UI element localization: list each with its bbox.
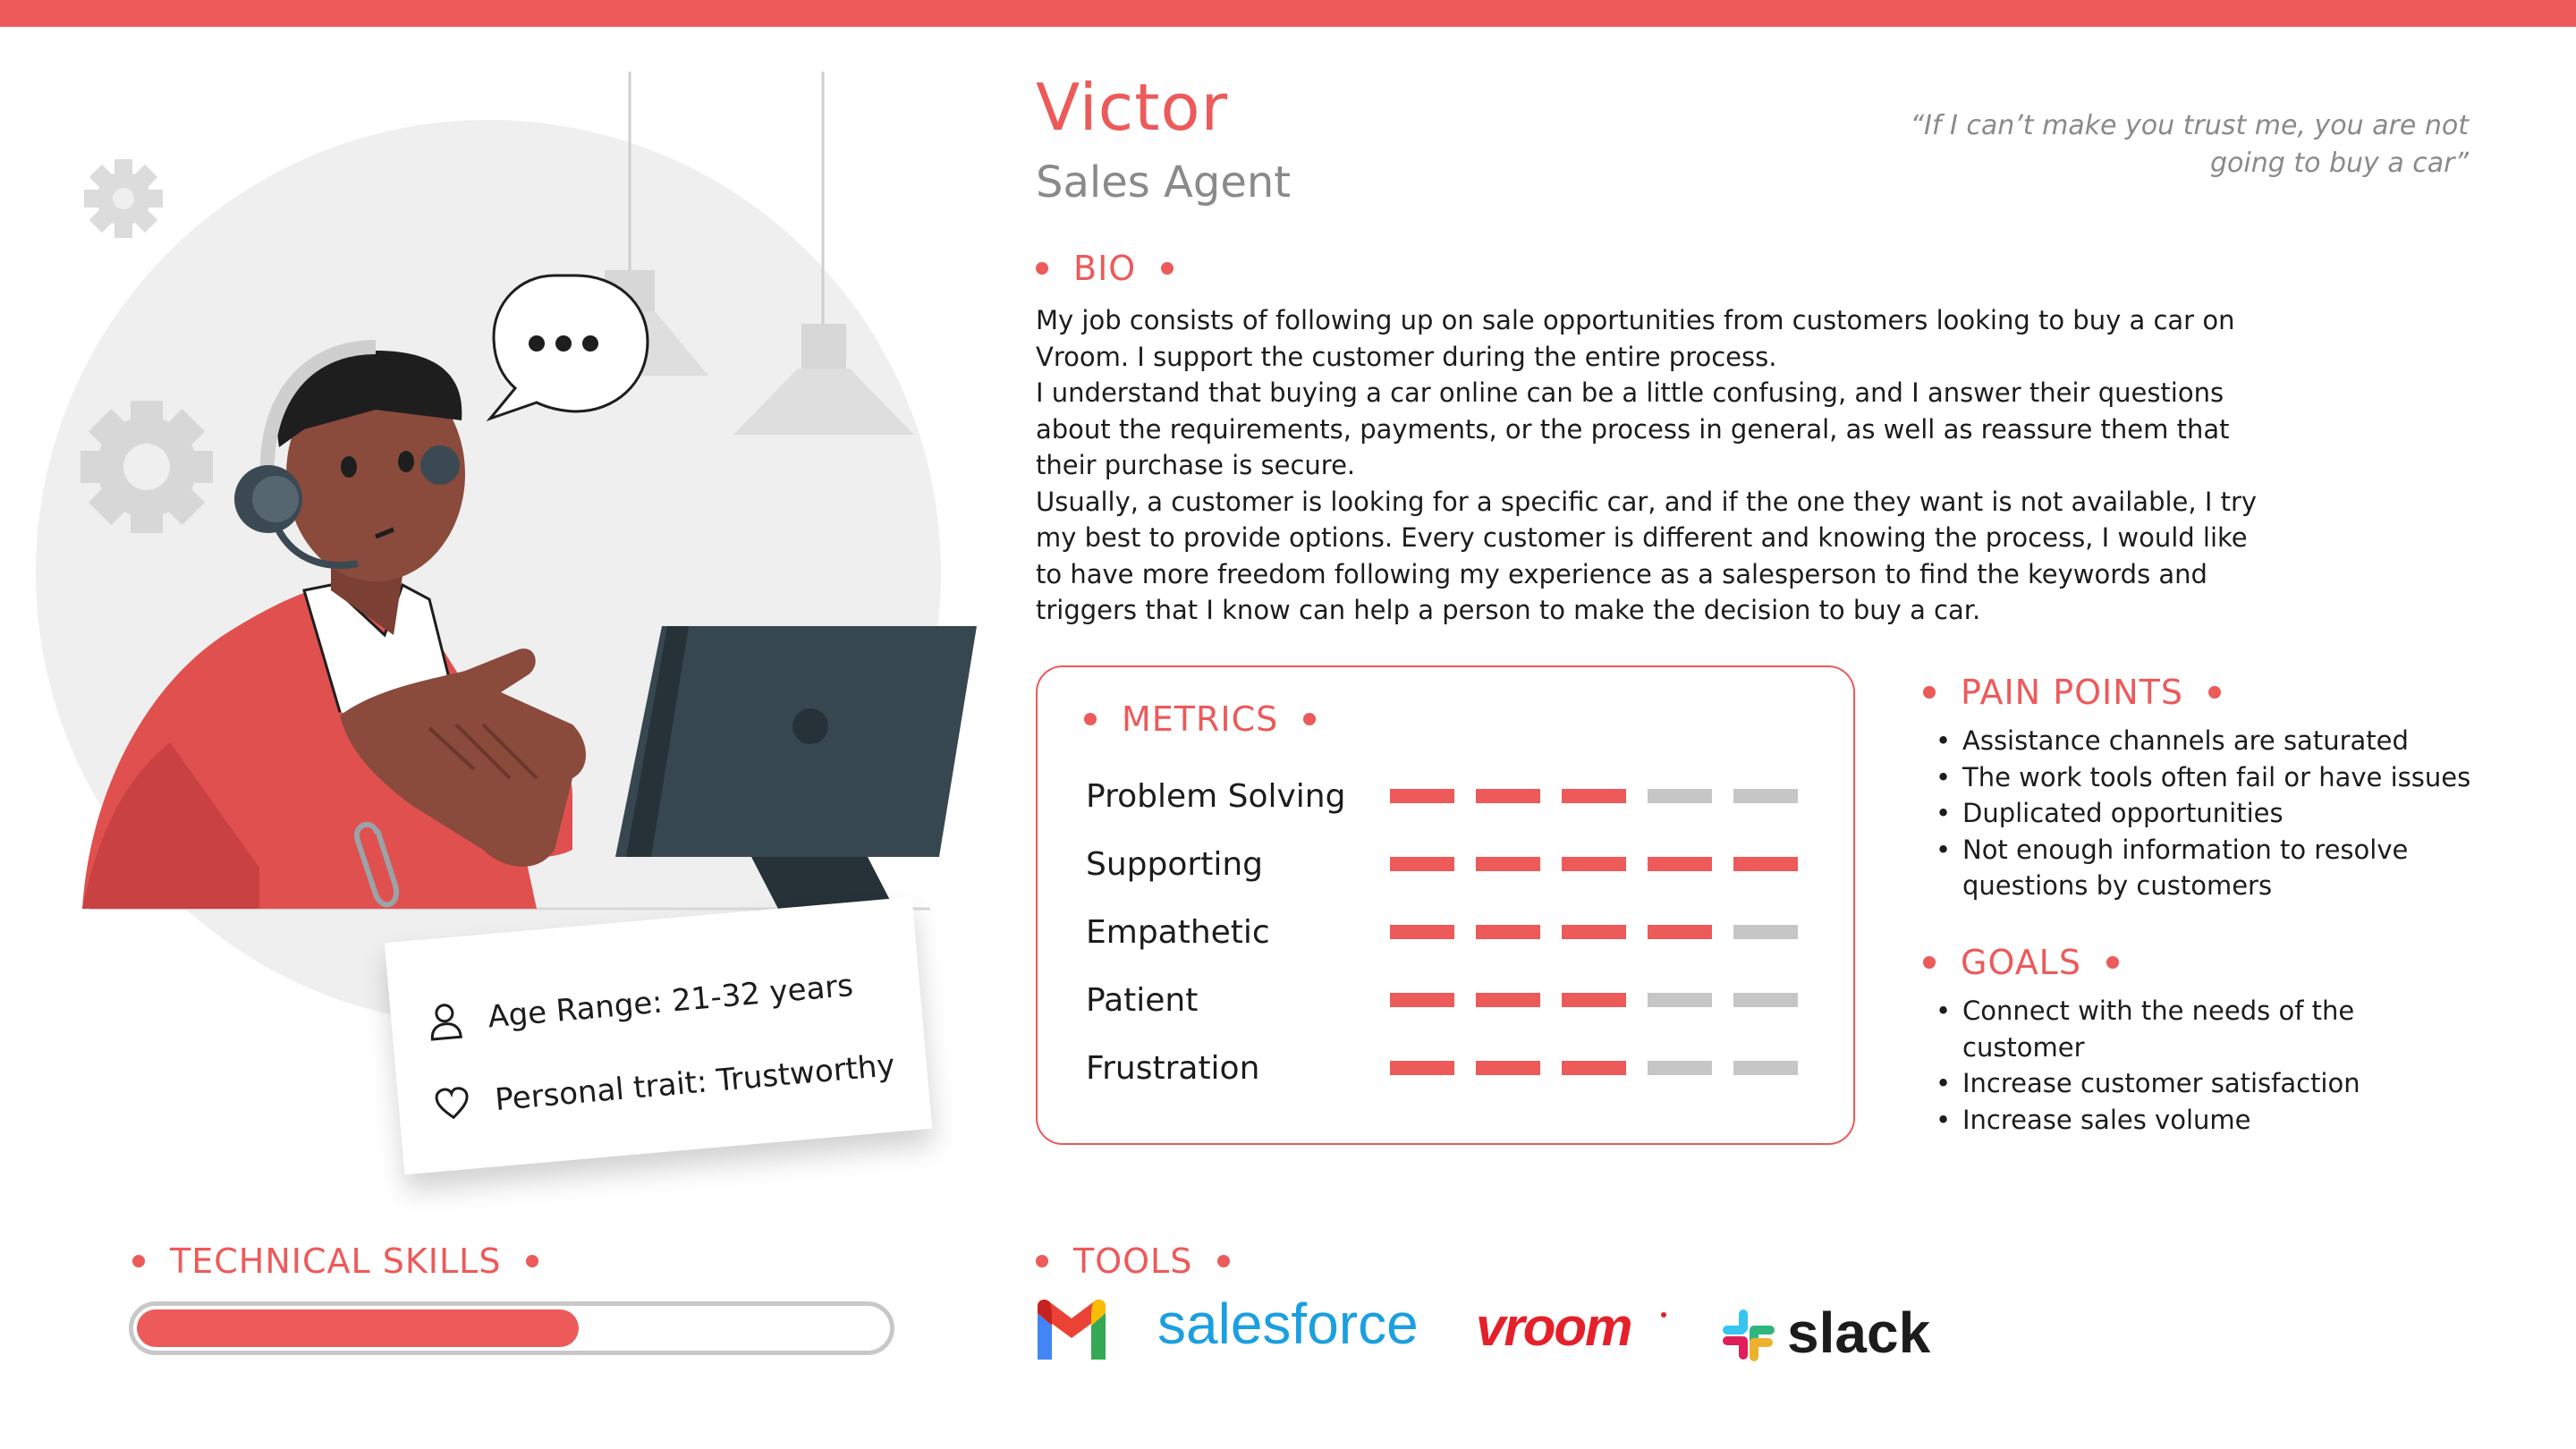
heading-dot	[2208, 686, 2221, 699]
metric-segment	[1390, 1061, 1454, 1075]
heading-dot	[1161, 262, 1174, 275]
metric-segment	[1733, 1061, 1798, 1075]
metrics-heading	[1084, 699, 1316, 739]
persona-quote: “If I can’t make you trust me, you are not going to buy a car”	[1910, 110, 2469, 179]
metric-rating	[1390, 993, 1819, 1007]
gear-icon	[84, 159, 163, 238]
list-item: • Assistance channels are saturated	[1930, 723, 2512, 759]
metric-rating	[1390, 1061, 1819, 1075]
metric-segment	[1733, 925, 1798, 939]
profile-card	[385, 897, 932, 1175]
metric-segment	[1390, 993, 1454, 1007]
metric-segment	[1648, 857, 1712, 871]
metric-segment	[1476, 993, 1540, 1007]
personal-trait-label: Personal trait: Trustworthy	[493, 1047, 897, 1119]
heading-dot	[2106, 956, 2119, 969]
pain-points-list	[1930, 723, 2512, 904]
metric-row	[1086, 980, 1819, 1020]
goals-list	[1930, 993, 2431, 1138]
metric-label: Supporting	[1086, 845, 1263, 883]
list-item: • Increase sales volume	[1930, 1102, 2431, 1139]
svg-text:slack: slack	[1787, 1301, 1931, 1365]
metric-row	[1086, 912, 1819, 952]
metric-segment	[1390, 789, 1454, 803]
person-icon	[426, 1001, 465, 1041]
heading-dot	[1036, 262, 1048, 275]
metric-label: Empathetic	[1086, 913, 1270, 951]
list-item: • Increase customer satisfaction	[1930, 1065, 2431, 1102]
list-item: • The work tools often fail or have issues	[1930, 759, 2512, 796]
metric-segment	[1648, 789, 1712, 803]
pain-points-heading	[1923, 673, 2221, 712]
age-range-label: Age Range: 21-32 years	[486, 967, 855, 1036]
heading-dot	[1217, 1255, 1230, 1267]
age-range-row	[426, 967, 855, 1041]
goals-heading-label: GOALS	[1961, 943, 2081, 982]
heading-dot	[526, 1255, 538, 1267]
metric-label: Patient	[1086, 981, 1199, 1019]
gmail-logo	[1034, 1293, 1109, 1368]
metric-row	[1086, 1048, 1819, 1088]
metric-segment	[1562, 925, 1626, 939]
bio-heading-label: BIO	[1073, 249, 1137, 288]
salesforce-logo	[1157, 1293, 1426, 1368]
metric-row	[1086, 776, 1819, 816]
top-accent-bar	[0, 0, 2576, 27]
metric-rating	[1390, 925, 1819, 939]
list-item: • Duplicated opportunities	[1930, 795, 2512, 832]
metric-segment	[1733, 993, 1798, 1007]
persona-name: Victor	[1036, 70, 1229, 145]
metric-segment	[1476, 789, 1540, 803]
heading-dot	[1923, 956, 1936, 969]
metric-segment	[1562, 857, 1626, 871]
metric-segment	[1476, 1061, 1540, 1075]
technical-skills-bar	[129, 1301, 894, 1355]
metric-segment	[1733, 857, 1798, 871]
bio-heading	[1036, 249, 1174, 288]
metric-rating	[1390, 857, 1819, 871]
bio-text	[1036, 302, 2279, 629]
list-item: • Not enough information to resolve questions by customers	[1930, 832, 2512, 904]
metric-segment	[1648, 925, 1712, 939]
technical-skills-fill	[137, 1309, 579, 1347]
heading-dot	[132, 1255, 145, 1267]
bio-paragraph: I understand that buying a car online can be a little confusing, and I answer their questions about the requirements, payments, or the process in general, as well as reassure them that their purchase is secure.	[1036, 377, 2230, 480]
tools-heading-label: TOOLS	[1073, 1241, 1193, 1281]
bio-paragraph: Usually, a customer is looking for a specific car, and if the one they want is not available, I try my best to provide options. Every customer is different and knowing the process, I would like to have more freedom following my experience as a salesperson to find the keywords and triggers that I know can help a person to make the decision to buy a car.	[1036, 486, 2258, 625]
metric-segment	[1476, 857, 1540, 871]
svg-text:vroom: vroom	[1476, 1297, 1631, 1357]
metric-rating	[1390, 789, 1819, 803]
heading-dot	[1923, 686, 1936, 699]
gear-icon	[80, 401, 213, 533]
personal-trait-row	[433, 1047, 896, 1123]
metric-row	[1086, 844, 1819, 884]
persona-role: Sales Agent	[1036, 157, 1292, 208]
svg-text:salesforce: salesforce	[1157, 1293, 1419, 1356]
slack-logo	[1719, 1293, 1941, 1368]
list-item: • Connect with the needs of the customer	[1930, 993, 2431, 1065]
technical-skills-heading-label: TECHNICAL SKILLS	[170, 1241, 502, 1281]
metric-label: Problem Solving	[1086, 777, 1346, 815]
goals-heading	[1923, 943, 2119, 982]
bio-paragraph: My job consists of following up on sale opportunities from customers looking to buy a car on Vroom. I support the customer during the entire process.	[1036, 305, 2235, 372]
metric-segment	[1648, 993, 1712, 1007]
metrics-heading-label: METRICS	[1122, 699, 1279, 739]
heading-dot	[1036, 1255, 1048, 1267]
metric-segment	[1562, 789, 1626, 803]
persona-illustration	[36, 63, 1002, 1154]
heading-dot	[1084, 713, 1097, 725]
heart-icon	[433, 1086, 471, 1123]
tools-heading	[1036, 1241, 1230, 1281]
metric-label: Frustration	[1086, 1049, 1260, 1087]
metric-segment	[1476, 925, 1540, 939]
metric-segment	[1562, 993, 1626, 1007]
metric-segment	[1648, 1061, 1712, 1075]
technical-skills-heading	[132, 1241, 538, 1281]
vroom-logo	[1472, 1293, 1673, 1368]
metric-segment	[1390, 857, 1454, 871]
pain-points-heading-label: PAIN POINTS	[1961, 673, 2183, 712]
metric-segment	[1733, 789, 1798, 803]
metric-segment	[1390, 925, 1454, 939]
metric-segment	[1562, 1061, 1626, 1075]
heading-dot	[1303, 713, 1316, 725]
